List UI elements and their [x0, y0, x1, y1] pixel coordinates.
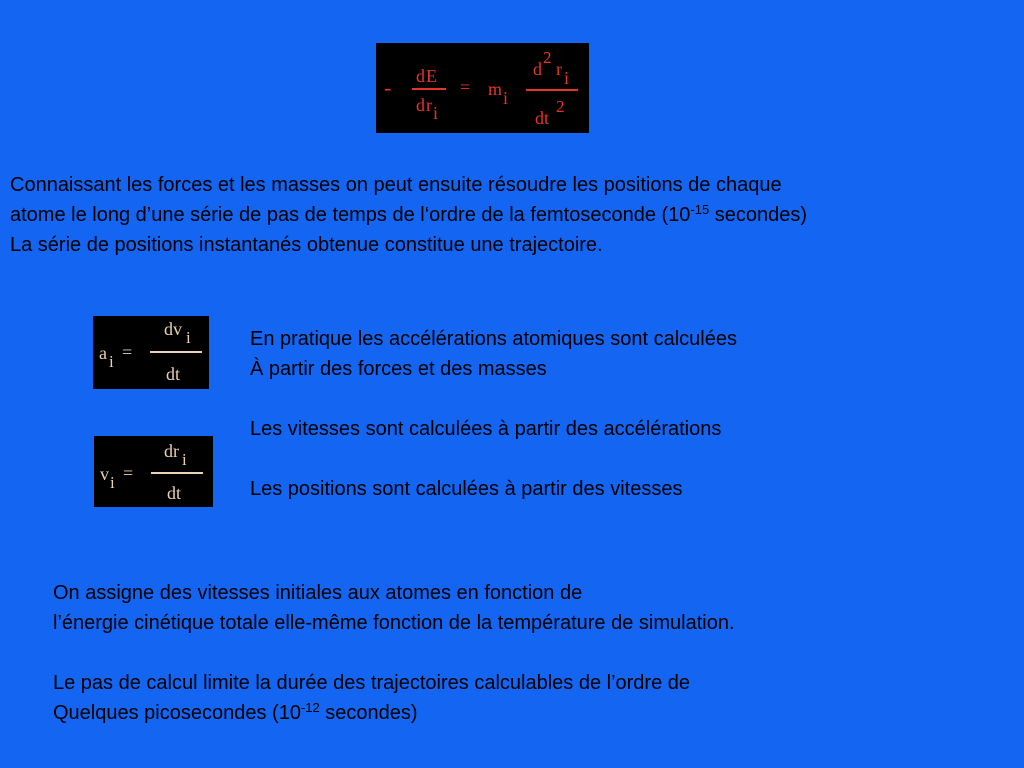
initial-line-4-end: secondes): [319, 702, 418, 724]
accel-lhs-sub: i: [109, 352, 114, 371]
steps-spacer-1: [250, 384, 737, 414]
eq-rhs-num-r: r: [556, 59, 562, 79]
accel-den: dt: [166, 364, 181, 384]
accel-num: dv: [164, 319, 182, 339]
vel-equals: =: [123, 463, 134, 483]
eq-equals: =: [460, 77, 471, 97]
eq-rhs-den-dt: dt: [535, 108, 550, 128]
eq-rhs-num-d: d: [533, 59, 542, 79]
calculation-steps-paragraph: [250, 324, 737, 504]
eq-rhs-num-sub: i: [564, 68, 570, 88]
initial-line-2: l’énergie cinétique totale elle-même fonction de la température de simulation.: [53, 612, 735, 634]
force-equation-image: [376, 43, 589, 133]
steps-line-1: En pratique les accélérations atomiques sont calculées: [250, 328, 737, 350]
vel-lhs-sub: i: [110, 473, 115, 492]
steps-line-4: Les positions sont calculées à partir des vitesses: [250, 478, 683, 500]
eq-den-r: r: [426, 95, 432, 115]
steps-line-2: À partir des forces et des masses: [250, 358, 547, 380]
eq-den-sub-i: i: [433, 103, 439, 123]
initial-velocities-paragraph: [53, 578, 735, 728]
vel-num-sub: i: [182, 450, 187, 469]
vel-fraction-bar: [151, 472, 203, 474]
eq-rhs-num-exp: 2: [543, 48, 552, 67]
eq-fraction-bar: [412, 88, 446, 90]
eq-num-E: E: [426, 66, 437, 86]
eq-mass-sub: i: [503, 88, 509, 108]
vel-den: dt: [167, 483, 182, 503]
eq-rhs-fraction-bar: [526, 89, 578, 91]
accel-equals: =: [122, 342, 133, 362]
trajectory-line-2-end: secondes): [709, 204, 808, 226]
trajectory-paragraph: [10, 170, 807, 260]
eq-minus: -: [384, 75, 392, 100]
initial-line-3: Le pas de calcul limite la durée des trajectoires calculables de l’ordre de: [53, 672, 691, 694]
initial-line-4: [53, 698, 735, 728]
eq-den-d: d: [416, 95, 425, 115]
picosecond-exponent: -12: [300, 700, 320, 715]
steps-spacer-2: [250, 444, 737, 474]
eq-rhs-den-exp: 2: [556, 97, 565, 116]
accel-fraction-bar: [150, 351, 202, 353]
eq-num-d: d: [416, 66, 425, 86]
trajectory-line-2: [10, 200, 807, 230]
vel-num: dr: [164, 441, 179, 461]
velocity-equation-image: [94, 436, 213, 507]
femtosecond-exponent: -15: [690, 202, 710, 217]
trajectory-line-1: Connaissant les forces et les masses on peut ensuite résoudre les positions de chaque: [10, 174, 782, 196]
eq-mass: m: [488, 79, 503, 99]
trajectory-line-3: La série de positions instantanés obtenue constitue une trajectoire.: [10, 234, 603, 256]
accel-lhs: a: [99, 343, 107, 363]
vel-lhs: v: [100, 464, 109, 484]
initial-spacer: [53, 638, 735, 668]
acceleration-equation-image: [93, 316, 209, 389]
accel-num-sub: i: [186, 328, 191, 347]
initial-line-4-text: Quelques picosecondes (10: [53, 702, 301, 724]
steps-line-3: Les vitesses sont calculées à partir des accélérations: [250, 418, 722, 440]
initial-line-1: On assigne des vitesses initiales aux atomes en fonction de: [53, 582, 583, 604]
trajectory-line-2-text: atome le long d’une série de pas de temps de l‘ordre de la femtoseconde (10: [10, 204, 691, 226]
